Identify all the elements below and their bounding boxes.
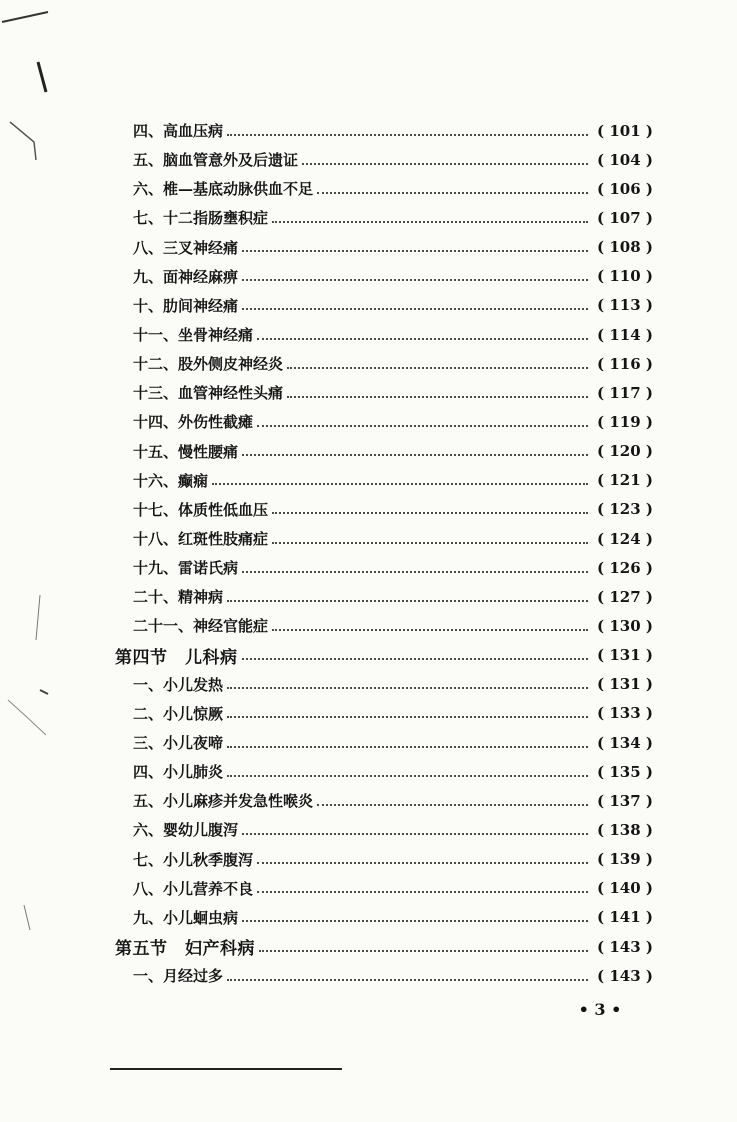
dot-leader	[317, 804, 588, 806]
toc-entry	[113, 961, 653, 990]
dot-leader	[257, 425, 588, 427]
page-ref: ( 137 )	[597, 791, 653, 810]
dot-leader	[242, 308, 588, 310]
page-ref: ( 139 )	[597, 850, 653, 869]
entry-title: 八、小儿营养不良	[133, 879, 254, 898]
entry-title: 十、肋间神经痛	[133, 296, 239, 315]
page-ref: ( 106 )	[597, 179, 653, 198]
toc-entry	[113, 262, 653, 291]
page-ref: ( 120 )	[597, 442, 653, 461]
section-title: 第五节 妇产科病	[115, 939, 255, 959]
dot-leader	[242, 279, 588, 281]
page-ref: ( 117 )	[597, 383, 653, 402]
toc-entry	[113, 524, 653, 553]
page-ref: ( 130 )	[597, 616, 653, 635]
dot-leader	[257, 338, 588, 340]
toc-entry	[113, 757, 653, 786]
page-ref: ( 123 )	[597, 500, 653, 519]
dot-leader	[227, 979, 588, 981]
dot-leader	[257, 862, 588, 864]
page-ref: ( 135 )	[597, 762, 653, 781]
page-ref: ( 124 )	[597, 529, 653, 548]
page-ref: ( 141 )	[597, 908, 653, 927]
page-ref: ( 121 )	[597, 471, 653, 490]
entry-title: 二十、精神病	[133, 588, 224, 607]
toc-entry	[113, 291, 653, 320]
dot-leader	[272, 542, 588, 544]
page-ref: ( 131 )	[597, 646, 653, 665]
page-ref: ( 140 )	[597, 879, 653, 898]
page-ref: ( 126 )	[597, 558, 653, 577]
toc-entry	[113, 699, 653, 728]
toc-entry	[113, 582, 653, 611]
page-ref: ( 133 )	[597, 704, 653, 723]
dot-leader	[272, 629, 588, 631]
dot-leader	[227, 746, 588, 748]
page-ref: ( 143 )	[597, 966, 653, 985]
entry-title: 九、面神经麻痹	[133, 267, 239, 286]
entry-title: 一、月经过多	[133, 967, 224, 986]
entry-title: 七、十二指肠壅积症	[133, 209, 269, 228]
page-ref: ( 108 )	[597, 238, 653, 257]
toc-entry	[113, 786, 653, 815]
entry-title: 九、小儿蛔虫病	[133, 908, 239, 927]
toc-entry	[113, 145, 653, 174]
dot-leader	[227, 600, 588, 602]
entry-title: 五、脑血管意外及后遗证	[133, 151, 299, 170]
entry-title: 八、三叉神经痛	[133, 238, 239, 257]
dot-leader	[257, 891, 588, 893]
toc-entry	[113, 495, 653, 524]
entry-title: 十三、血管神经性头痛	[133, 384, 284, 403]
dot-leader	[242, 658, 589, 660]
toc-entry	[113, 407, 653, 436]
page-ref: ( 119 )	[597, 412, 653, 431]
page-ref: ( 134 )	[597, 733, 653, 752]
dot-leader	[317, 192, 588, 194]
dot-leader	[212, 483, 588, 485]
dot-leader	[242, 833, 588, 835]
entry-title: 十四、外伤性截瘫	[133, 413, 254, 432]
entry-title: 十一、坐骨神经痛	[133, 326, 254, 345]
toc-entry	[113, 349, 653, 378]
toc-entry	[113, 845, 653, 874]
entry-title: 二、小儿惊厥	[133, 704, 224, 723]
page-ref: ( 127 )	[597, 587, 653, 606]
entry-title: 七、小儿秋季腹泻	[133, 850, 254, 869]
entry-title: 六、椎—基底动脉供血不足	[133, 180, 314, 199]
dot-leader	[287, 396, 588, 398]
dot-leader	[242, 250, 588, 252]
dot-leader	[242, 920, 588, 922]
dot-leader	[242, 571, 588, 573]
entry-title: 十八、红斑性肢痛症	[133, 530, 269, 549]
toc-entry	[113, 466, 653, 495]
toc-entry	[113, 874, 653, 903]
scan-noise	[0, 0, 110, 1122]
toc-entry	[113, 320, 653, 349]
dot-leader	[227, 134, 588, 136]
page-ref: ( 104 )	[597, 150, 653, 169]
page-ref: ( 138 )	[597, 820, 653, 839]
toc-section-heading	[113, 932, 653, 961]
page-ref: ( 107 )	[597, 208, 653, 227]
entry-title: 十五、慢性腰痛	[133, 442, 239, 461]
page-ref: ( 110 )	[597, 267, 653, 286]
toc-entry	[113, 174, 653, 203]
dot-leader	[227, 775, 588, 777]
dot-leader	[272, 512, 588, 514]
entry-title: 四、高血压病	[133, 122, 224, 141]
dot-leader	[227, 716, 588, 718]
toc-entry	[113, 611, 653, 640]
entry-title: 一、小儿发热	[133, 675, 224, 694]
page-ref: ( 114 )	[597, 325, 653, 344]
entry-title: 四、小儿肺炎	[133, 763, 224, 782]
toc-entry	[113, 233, 653, 262]
dot-leader	[272, 221, 588, 223]
toc-list	[113, 116, 653, 990]
toc-entry	[113, 378, 653, 407]
dot-leader	[302, 163, 588, 165]
entry-title: 二十一、神经官能症	[133, 617, 269, 636]
toc-entry	[113, 553, 653, 582]
page-ref: ( 131 )	[597, 675, 653, 694]
entry-title: 十二、股外侧皮神经炎	[133, 355, 284, 374]
toc-entry	[113, 116, 653, 145]
entry-title: 十七、体质性低血压	[133, 500, 269, 519]
toc-section-heading	[113, 641, 653, 670]
page-number: • 3 •	[578, 1000, 622, 1019]
page-ref: ( 101 )	[597, 121, 653, 140]
toc-entry	[113, 437, 653, 466]
entry-title: 十九、雷诺氏病	[133, 559, 239, 578]
entry-title: 三、小儿夜啼	[133, 734, 224, 753]
section-title: 第四节 儿科病	[115, 647, 238, 668]
entry-title: 五、小儿麻疹并发急性喉炎	[133, 792, 314, 811]
toc-entry	[113, 203, 653, 232]
toc-entry	[113, 815, 653, 844]
entry-title: 六、婴幼儿腹泻	[133, 821, 239, 840]
dot-leader	[242, 454, 588, 456]
entry-title: 十六、癫痫	[133, 471, 209, 490]
toc-entry	[113, 728, 653, 757]
toc-entry	[113, 670, 653, 699]
toc-entry	[113, 903, 653, 932]
page-ref: ( 113 )	[597, 296, 653, 315]
dot-leader	[259, 950, 588, 952]
page-ref: ( 116 )	[597, 354, 653, 373]
bottom-rule	[110, 1068, 342, 1070]
dot-leader	[227, 687, 588, 689]
page-ref: ( 143 )	[597, 937, 653, 956]
dot-leader	[287, 367, 588, 369]
